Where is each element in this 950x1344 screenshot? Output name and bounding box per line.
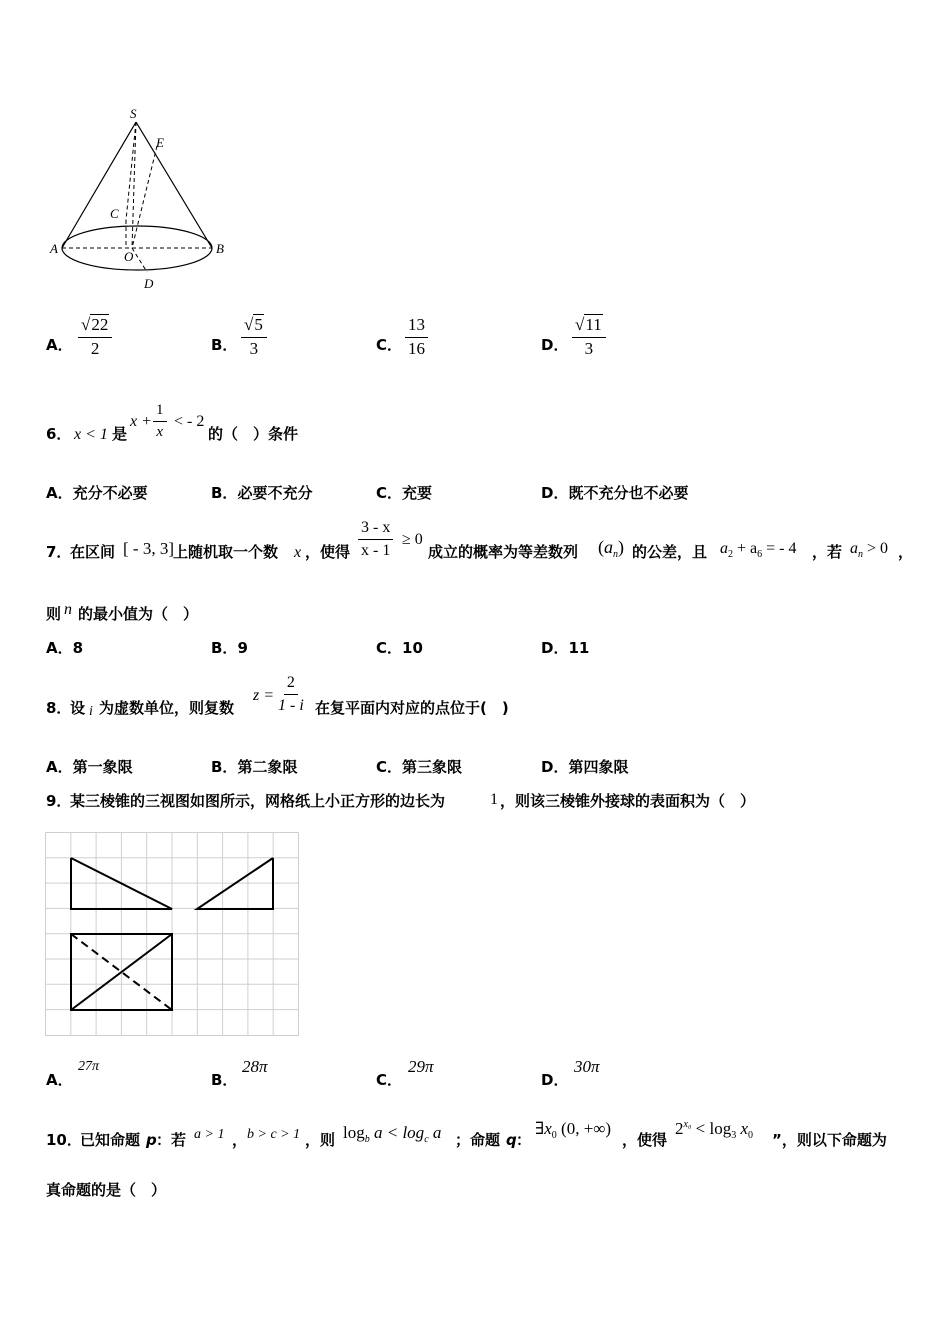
q10-text-3: ，则 bbox=[305, 1131, 336, 1149]
cone-figure bbox=[40, 100, 250, 300]
q6-expr-rhs: < - 2 bbox=[174, 413, 205, 430]
q8-i: i bbox=[89, 704, 93, 719]
q5-option-d-letter[interactable]: D． bbox=[541, 336, 569, 354]
q9-text-1: 某三棱锥的三视图如图所示，网格纸上小正方形的边长为 bbox=[70, 792, 446, 810]
q7-option-a[interactable]: A．8 bbox=[46, 639, 84, 657]
q5-option-d-value[interactable]: $\frac{√11}{3}$ bbox=[572, 316, 606, 358]
q10-power-inequality: $2^{x_0} < \log_3 x_0$ bbox=[675, 1119, 754, 1141]
q7-text-3: ，使得 bbox=[305, 543, 351, 561]
q6-option-a[interactable]: A．充分不必要 bbox=[46, 484, 148, 502]
q6-expr-x: x + bbox=[130, 413, 152, 430]
q9-number: 9． bbox=[46, 792, 72, 810]
q9-option-b-value[interactable]: 28π bbox=[242, 1057, 268, 1076]
q10-text-1: 已知命题 bbox=[80, 1131, 141, 1149]
q9-option-c-value[interactable]: 29π bbox=[408, 1057, 434, 1076]
label-c: C bbox=[110, 206, 119, 221]
label-a: A bbox=[50, 241, 58, 256]
q6-option-b[interactable]: B．必要不充分 bbox=[211, 484, 313, 502]
q5-option-c-letter[interactable]: C． bbox=[376, 336, 403, 354]
q7-option-d[interactable]: D．11 bbox=[541, 639, 590, 657]
q5-option-c-value[interactable]: $\frac{13}{16}$ bbox=[405, 316, 428, 358]
q7-an-positive: $a_n > 0$ bbox=[850, 540, 889, 560]
q7-ge: ≥ 0 bbox=[402, 531, 423, 548]
q10-colon: ： bbox=[516, 1131, 532, 1149]
q7-option-c[interactable]: C．10 bbox=[376, 639, 423, 657]
q7-sequence: $(a_n)$ bbox=[598, 537, 624, 560]
q7-text-1: 在区间 bbox=[70, 543, 116, 561]
q6-condition: x < 1 bbox=[74, 426, 108, 443]
q10-number: 10． bbox=[46, 1131, 82, 1149]
label-o: O bbox=[124, 249, 134, 264]
q7-equation: $a_2 + a_6$ = - 4 bbox=[720, 540, 797, 560]
q7-var-x: x bbox=[294, 544, 302, 561]
q7-text-4: 成立的概率为等差数列 bbox=[428, 543, 579, 561]
q10-line2: 真命题的是（ ） bbox=[46, 1181, 167, 1199]
q7-line2-b: 的最小值为（ ） bbox=[78, 605, 199, 623]
q7-interval: [ - 3, 3] bbox=[123, 539, 174, 558]
q7-number: 7． bbox=[46, 543, 72, 561]
q10-p: p bbox=[146, 1131, 157, 1149]
label-s: S bbox=[130, 106, 137, 121]
q5-option-b-letter[interactable]: B． bbox=[211, 336, 238, 354]
q9-text-2: ，则该三棱锥外接球的表面积为（ ） bbox=[500, 792, 756, 810]
q10-exists: $\exists x_0$ (0, +∞) bbox=[535, 1119, 612, 1141]
q7-line2-a: 则 bbox=[46, 605, 62, 623]
q10-comma: ， bbox=[232, 1131, 248, 1149]
q9-option-b-letter[interactable]: B． bbox=[211, 1071, 238, 1089]
q9-option-c-letter[interactable]: C． bbox=[376, 1071, 403, 1089]
q7-text-6: ，若 bbox=[812, 543, 843, 561]
q8-text-1: 设 bbox=[70, 699, 86, 717]
q8-z: z = bbox=[253, 687, 275, 704]
q7-text-5: 的公差，且 bbox=[632, 543, 708, 561]
q8-option-c[interactable]: C．第三象限 bbox=[376, 758, 463, 776]
q6-is: 是 bbox=[112, 425, 128, 443]
q8-text-3: 在复平面内对应的点位于( ) bbox=[315, 699, 509, 717]
q7-fraction: $\frac{3 - x}{x - 1}$ bbox=[358, 519, 393, 559]
q7-option-b[interactable]: B．9 bbox=[211, 639, 248, 657]
q10-text-2: ：若 bbox=[156, 1131, 187, 1149]
q10-q: q bbox=[506, 1131, 517, 1149]
q10-text-4: ；命题 bbox=[455, 1131, 501, 1149]
q7-text-7: ， bbox=[898, 543, 914, 561]
q9-option-a-value[interactable]: 27π bbox=[78, 1059, 100, 1074]
q8-option-a[interactable]: A．第一象限 bbox=[46, 758, 133, 776]
q6-number: 6． bbox=[46, 425, 72, 443]
q6-option-d[interactable]: D．既不充分也不必要 bbox=[541, 484, 689, 502]
q5-option-a-letter[interactable]: A． bbox=[46, 336, 73, 354]
q6-expr-frac: $\frac{1}{x}$ bbox=[153, 402, 167, 440]
q5-option-b-value[interactable]: $\frac{√5}{3}$ bbox=[241, 316, 267, 358]
q8-number: 8． bbox=[46, 699, 72, 717]
q10-text-5: ，使得 bbox=[622, 1131, 668, 1149]
q5-option-a-value[interactable]: $\frac{√22}{2}$ bbox=[78, 316, 112, 358]
q7-line2-n: n bbox=[64, 601, 72, 618]
q9-one: 1 bbox=[490, 791, 498, 808]
q9-option-a-letter[interactable]: A． bbox=[46, 1071, 73, 1089]
q9-option-d-letter[interactable]: D． bbox=[541, 1071, 569, 1089]
q8-option-d[interactable]: D．第四象限 bbox=[541, 758, 629, 776]
q10-cond-bc: b > c > 1 bbox=[247, 1127, 301, 1142]
q7-text-2: 上随机取一个数 bbox=[173, 543, 279, 561]
q8-text-2: 为虚数单位，则复数 bbox=[99, 699, 235, 717]
label-d: D bbox=[144, 276, 154, 291]
q8-fraction: $\frac{2}{1 - i}$ bbox=[278, 674, 304, 714]
q6-suffix: 的（ ）条件 bbox=[208, 425, 299, 443]
q9-option-d-value[interactable]: 30π bbox=[574, 1057, 600, 1076]
label-b: B bbox=[216, 241, 224, 256]
label-e: E bbox=[156, 135, 164, 150]
q6-option-c[interactable]: C．充要 bbox=[376, 484, 433, 502]
q10-text-6: ”，则以下命题为 bbox=[772, 1131, 887, 1149]
three-view-grid-figure bbox=[45, 832, 301, 1038]
q8-option-b[interactable]: B．第二象限 bbox=[211, 758, 298, 776]
q10-log-inequality: $\log_b a < \log_c a$ bbox=[343, 1123, 442, 1145]
q10-cond-a: a > 1 bbox=[194, 1127, 225, 1142]
